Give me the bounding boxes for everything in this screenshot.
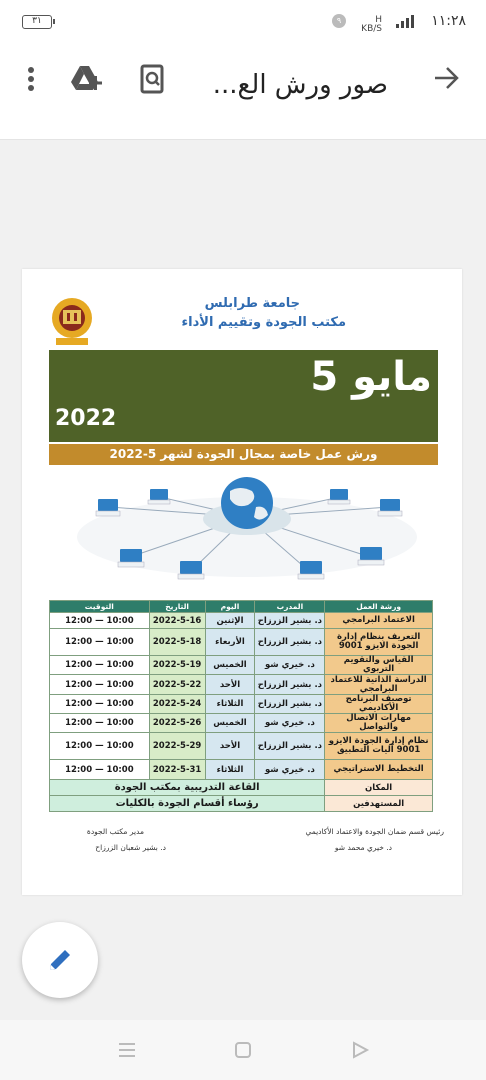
battery-level: ٣١: [32, 16, 42, 26]
table-row: [50, 675, 433, 695]
cell-day: الخميس: [205, 714, 255, 733]
audience-value: رؤساء أقسام الجودة بالكليات: [50, 796, 325, 812]
cell-date: 2022-5-18: [149, 629, 205, 656]
cell-time: 10:00 — 12:00: [50, 675, 150, 695]
home-icon[interactable]: [233, 1040, 253, 1060]
audience-row: [50, 796, 433, 812]
table-row: [50, 733, 433, 760]
system-nav-bar: [0, 1020, 486, 1080]
banner-title: مايو 5: [310, 354, 432, 400]
cell-workshop: توصيف البرنامج الأكاديمي: [325, 695, 433, 714]
cell-date: 2022-5-22: [149, 675, 205, 695]
cell-workshop: التخطيط الاستراتيجي: [325, 760, 433, 780]
cell-day: الأربعاء: [205, 629, 255, 656]
menu-icon[interactable]: [117, 1040, 137, 1060]
cell-time: 10:00 — 12:00: [50, 613, 150, 629]
cell-trainer: د. خيري شو: [255, 760, 325, 780]
network-speed-unit: KB/S: [361, 24, 382, 34]
table-row: [50, 714, 433, 733]
cell-day: الثلاثاء: [205, 760, 255, 780]
signature-right-title: رئيس قسم ضمان الجودة والاعتماد الأكاديمي: [305, 827, 444, 836]
table-row: [50, 613, 433, 629]
network-speed: [361, 16, 382, 34]
network-type: H: [375, 15, 382, 25]
cell-trainer: د. بشير الزرزاح: [255, 675, 325, 695]
signature-right-name: د. خيري محمد شو: [334, 843, 392, 852]
table-row: [50, 656, 433, 675]
clock: ١١:٢٨: [431, 13, 466, 29]
cell-time: 10:00 — 12:00: [50, 714, 150, 733]
edit-fab-button[interactable]: [22, 922, 98, 998]
cell-time: 10:00 — 12:00: [50, 733, 150, 760]
notification-badge: ٩: [332, 14, 346, 28]
cell-time: 10:00 — 12:00: [50, 656, 150, 675]
cell-workshop: مهارات الاتصال والتواصل: [325, 714, 433, 733]
signature-left-name: د. بشير شعبان الزرزاح: [95, 843, 166, 852]
cell-time: 10:00 — 12:00: [50, 760, 150, 780]
month-banner: [49, 350, 438, 442]
cell-date: 2022-5-26: [149, 714, 205, 733]
table-row: [50, 629, 433, 656]
signature-left-title: مدير مكتب الجودة: [86, 827, 144, 836]
banner-year: 2022: [55, 406, 117, 431]
university-name: جامعة طرابلس: [204, 296, 300, 311]
university-logo: [48, 296, 96, 348]
cell-date: 2022-5-19: [149, 656, 205, 675]
cell-workshop: الاعتماد البرامجي: [325, 613, 433, 629]
place-label: المكان: [325, 780, 433, 796]
place-value: القاعة التدريبية بمكتب الجودة: [50, 780, 325, 796]
network-illustration: [70, 477, 424, 581]
table-row: [50, 760, 433, 780]
banner-subtitle: ورش عمل خاصة بمجال الجودة لشهر 5-2022: [49, 444, 438, 465]
header-time: التوقيت: [50, 601, 150, 613]
place-row: [50, 780, 433, 796]
pencil-icon: [46, 946, 74, 974]
cell-date: 2022-5-29: [149, 733, 205, 760]
search-document-icon[interactable]: [138, 64, 168, 94]
back-arrow-icon[interactable]: [432, 64, 460, 92]
office-name: مكتب الجودة وتقييم الأداء: [181, 315, 346, 330]
drive-add-icon[interactable]: [70, 64, 102, 94]
cell-trainer: د. خيري شو: [255, 656, 325, 675]
cell-trainer: د. بشير الزرزاح: [255, 613, 325, 629]
battery-icon: [22, 15, 52, 29]
cell-time: 10:00 — 12:00: [50, 695, 150, 714]
cell-day: الإثنين: [205, 613, 255, 629]
document-title: صور ورش الع...: [212, 70, 388, 100]
status-bar: [0, 0, 486, 44]
cell-day: الخميس: [205, 656, 255, 675]
header-workshop: ورشة العمل: [325, 601, 433, 613]
cell-workshop: الدراسة الذاتية للاعتماد البرامجي: [325, 675, 433, 695]
cell-day: الثلاثاء: [205, 695, 255, 714]
cell-time: 10:00 — 12:00: [50, 629, 150, 656]
cell-date: 2022-5-16: [149, 613, 205, 629]
more-vert-icon[interactable]: [16, 64, 46, 94]
table-row: [50, 695, 433, 714]
cell-workshop: نظام إدارة الجودة الايزو 9001 آليات التطبيق: [325, 733, 433, 760]
cell-day: الأحد: [205, 675, 255, 695]
cell-day: الأحد: [205, 733, 255, 760]
cell-trainer: د. بشير الزرزاح: [255, 629, 325, 656]
back-triangle-icon[interactable]: [350, 1040, 370, 1060]
cell-date: 2022-5-24: [149, 695, 205, 714]
document-page[interactable]: [22, 269, 462, 895]
cell-trainer: د. بشير الزرزاح: [255, 733, 325, 760]
cell-trainer: د. خيري شو: [255, 714, 325, 733]
cell-trainer: د. بشير الزرزاح: [255, 695, 325, 714]
header-date: التاريخ: [149, 601, 205, 613]
app-bar: [0, 44, 486, 140]
header-trainer: المدرب: [255, 601, 325, 613]
audience-label: المستهدفين: [325, 796, 433, 812]
cell-workshop: التعريف بنظام إدارة الجودة الايزو 9001: [325, 629, 433, 656]
header-day: اليوم: [205, 601, 255, 613]
cell-date: 2022-5-31: [149, 760, 205, 780]
table-header-row: [50, 601, 433, 613]
signal-icon: [396, 14, 414, 28]
schedule-table: [49, 600, 433, 812]
cell-workshop: القياس والتقويم التربوي: [325, 656, 433, 675]
